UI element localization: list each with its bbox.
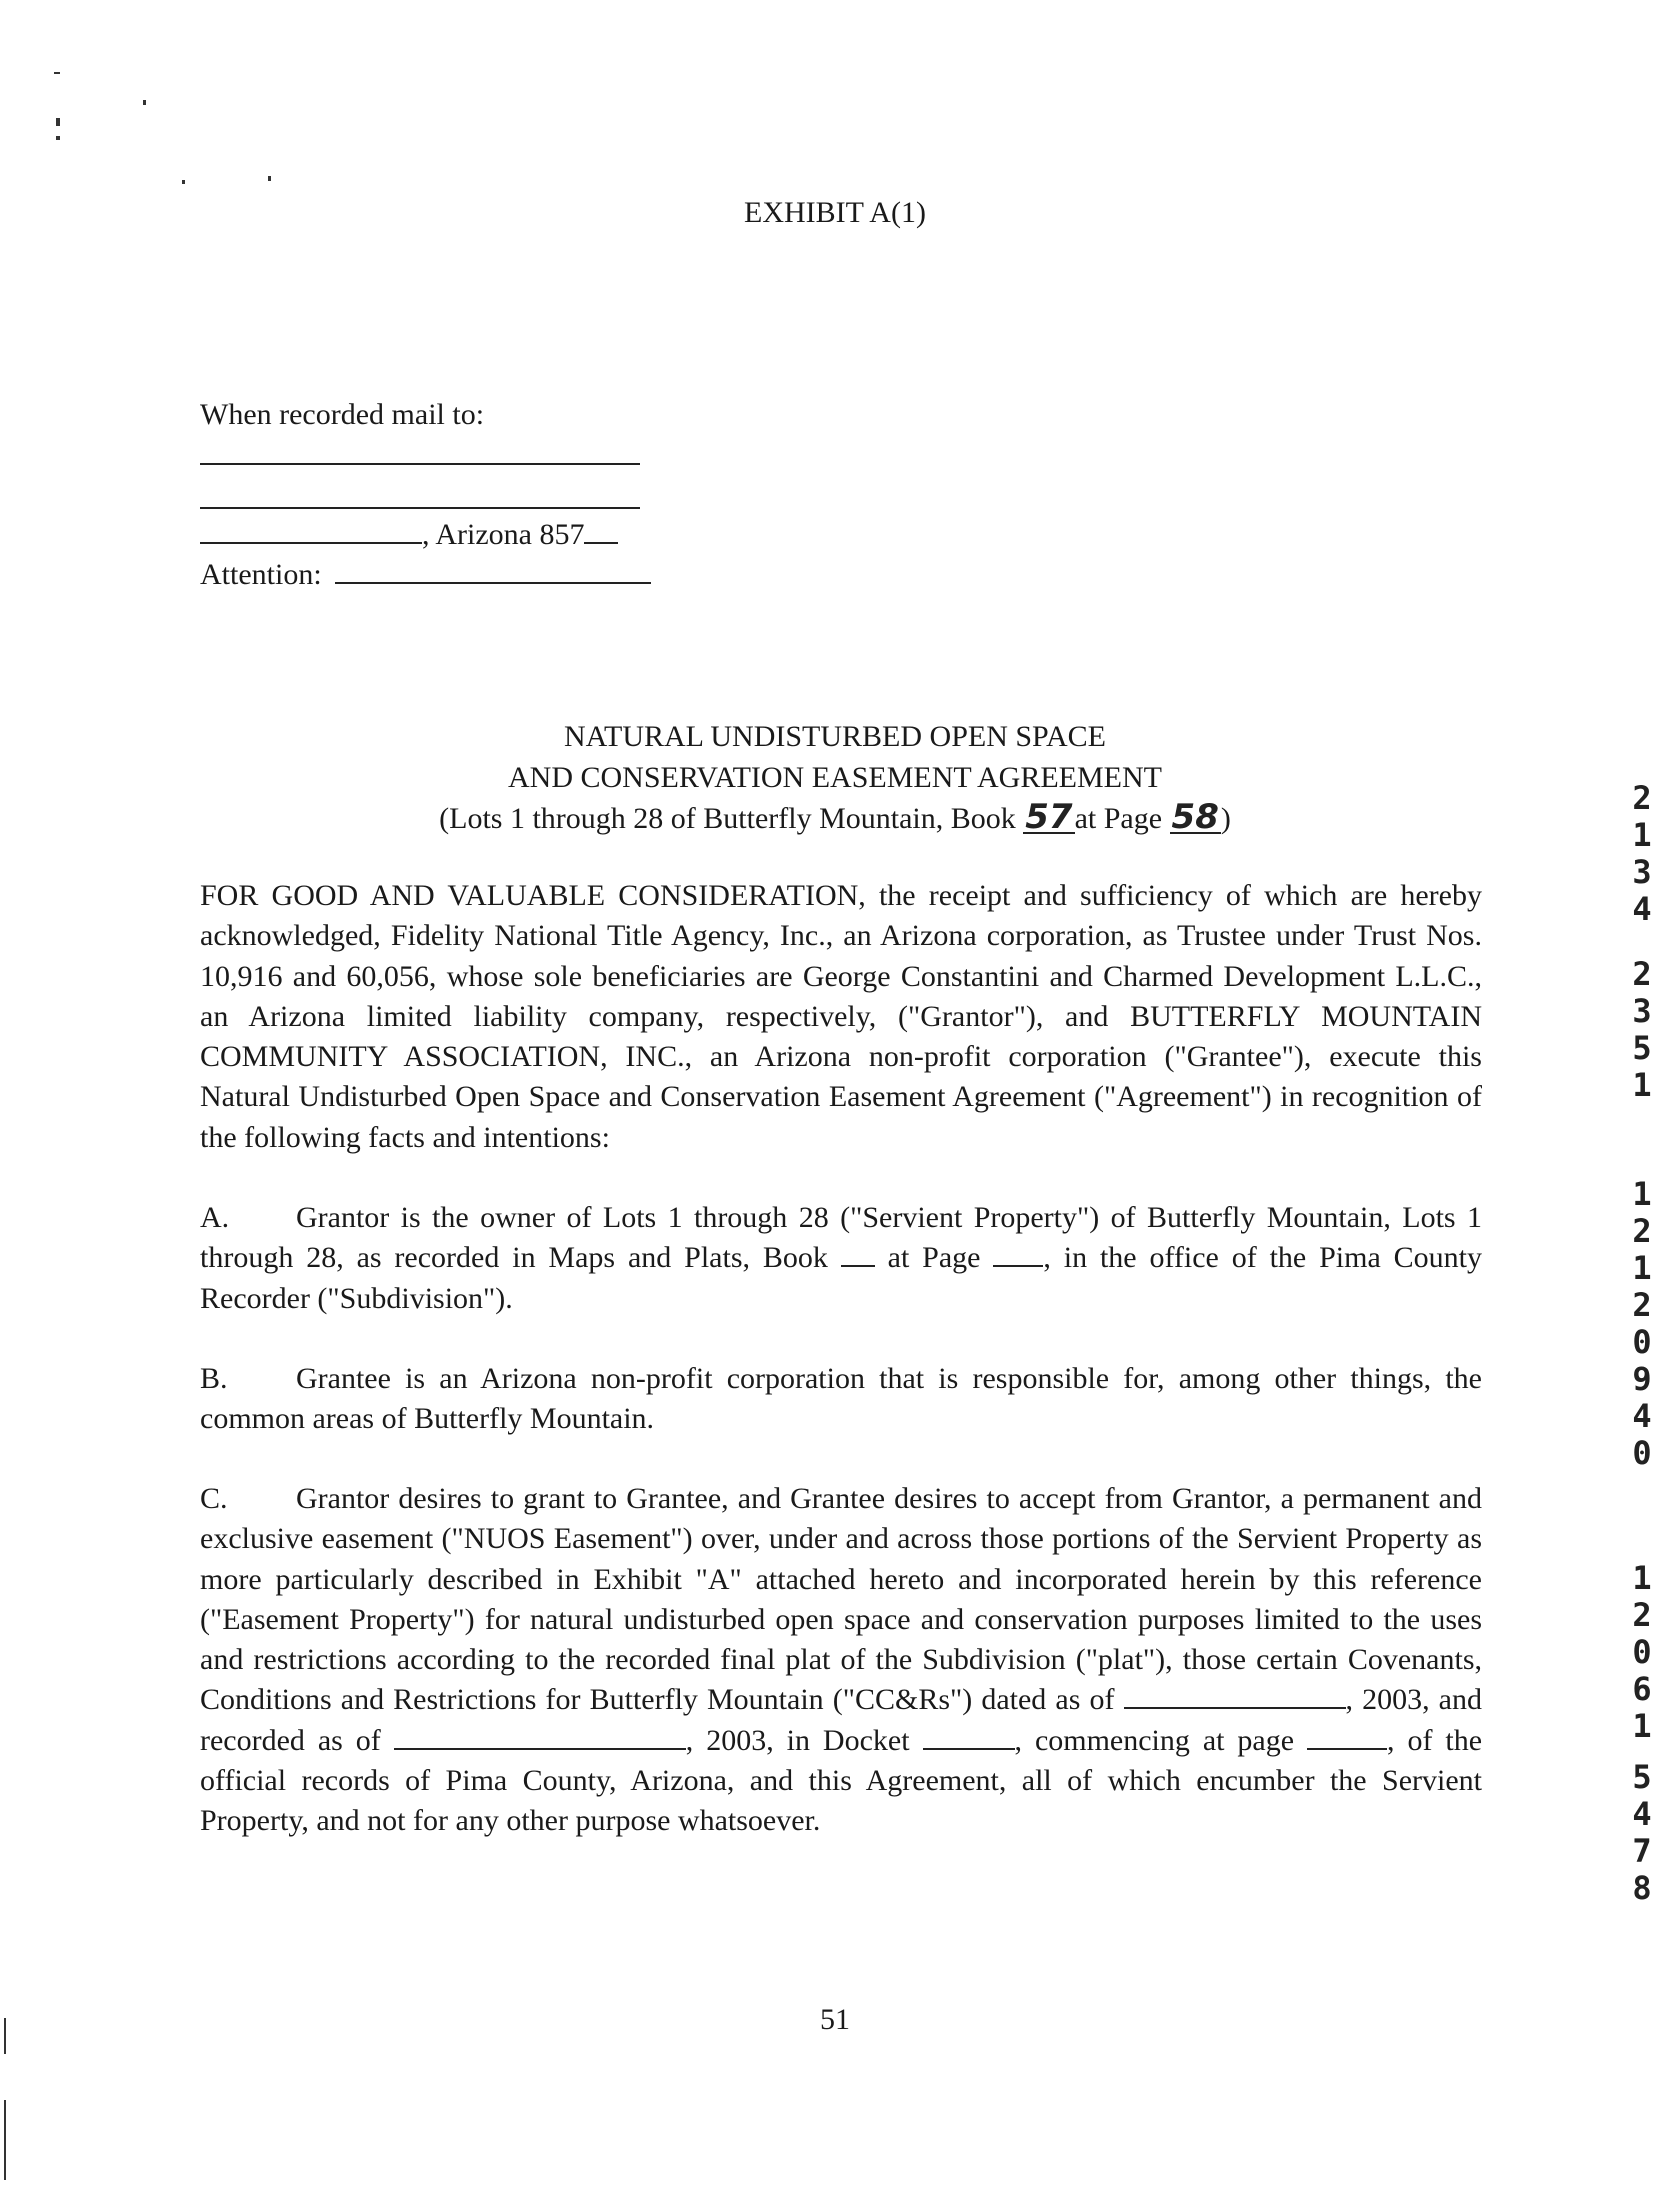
title-line3-prefix: (Lots 1 through 28 of Butterfly Mountain, Book (439, 802, 1024, 835)
stamp-digit: 6 (1632, 1670, 1652, 1708)
page-number: 51 (820, 2003, 850, 2036)
stamp-digit: 1 (1632, 1066, 1652, 1104)
recording-stamp-bottom (1622, 1560, 1662, 1907)
recital-c-text-2: , 2003, and recorded as of (200, 1683, 1482, 1757)
handwritten-page-number: 58 (1171, 797, 1219, 837)
recorded-date-blank (394, 1726, 686, 1750)
stamp-gap (1622, 1745, 1662, 1759)
agreement-title-line-1: NATURAL UNDISTURBED OPEN SPACE (563, 720, 1106, 753)
stamp-digit: 1 (1632, 1249, 1652, 1287)
stamp-digit: 2 (1632, 779, 1652, 817)
stamp-digit: 1 (1632, 1559, 1652, 1597)
scan-mark (56, 136, 60, 140)
scan-mark (268, 176, 271, 181)
recital-c (200, 1479, 1482, 1842)
recital-c-text-3: , 2003, in Docket (685, 1723, 910, 1757)
recital-b-text: Grantee is an Arizona non-profit corporation that is responsible for, among other things, the common areas of Butterfly Mountain. (200, 1362, 1482, 1436)
stamp-digit: 9 (1632, 1360, 1652, 1398)
scan-mark (182, 180, 185, 184)
scan-mark (4, 2018, 6, 2054)
stamp-digit: 0 (1632, 1633, 1652, 1671)
stamp-digit: 5 (1632, 1029, 1652, 1067)
scan-mark (4, 2100, 6, 2180)
attention-label: Attention: (200, 558, 322, 591)
handwritten-book-number: 57 (1025, 797, 1073, 837)
scan-mark (54, 72, 60, 74)
stamp-digit: 0 (1632, 1434, 1652, 1472)
recital-c-label: C. (200, 1482, 228, 1515)
recital-a-label: A. (200, 1201, 230, 1234)
recital-a-text-1: Grantor is the owner of Lots 1 through 28 ("Servient Property") of Butterfly Mountain, Lots 1 through 28, as recorded in Maps and Plats, Book (200, 1201, 1482, 1275)
start-page-blank (1307, 1726, 1387, 1750)
attention-row (200, 558, 651, 592)
stamp-digit: 2 (1632, 955, 1652, 993)
zip-blank (584, 518, 618, 544)
stamp-digit: 3 (1632, 992, 1652, 1030)
docket-blank (923, 1726, 1015, 1750)
recital-c-text-4: , commencing at page (1014, 1723, 1295, 1757)
scan-mark (56, 118, 60, 126)
intro-paragraph: FOR GOOD AND VALUABLE CONSIDERATION, the receipt and sufficiency of which are hereby acknowledged, Fidelity National Title Agency, Inc., an Arizona corporation, as Trustee under Trust Nos. 10,916 and 60,056, whose sole beneficiaries are George Constantini and Charmed Development L.L.C., an Arizona limited liability company, respectively, ("Grantor"), and BUTTERFLY MOUNTAIN COMMUNITY ASSOCIATION, INC., an Arizona non-profit corporation ("Grantee"), execute this Natural Undisturbed Open Space and Conservation Easement Agreement ("Agreement") in recognition of the following facts and intentions: (200, 879, 1482, 1154)
recording-stamp-top (1622, 780, 1662, 1104)
stamp-digit: 4 (1632, 890, 1652, 928)
page-blank (993, 1243, 1043, 1267)
recital-b (200, 1359, 1482, 1440)
stamp-gap (1622, 928, 1662, 956)
stamp-digit: 3 (1632, 853, 1652, 891)
stamp-digit: 1 (1632, 1175, 1652, 1213)
stamp-digit: 5 (1632, 1758, 1652, 1796)
recital-a (200, 1198, 1482, 1319)
mail-to-label: When recorded mail to: (200, 398, 485, 431)
recording-stamp-middle (1622, 1176, 1662, 1472)
stamp-digit: 7 (1632, 1832, 1652, 1870)
recital-c-text-1: Grantor desires to grant to Grantee, and Grantee desires to accept from Grantor, a permanent and exclusive easement ("NUOS Easement") over, under and across those portions of the Servient Property as more particularly described in Exhibit "A" attached hereto and incorporated herein by this reference ("Easement Property") for natural undisturbed open space and conservation purposes limited to the uses and restrictions according to the recorded final plat of the Subdivision ("plat"), those certain Covenants, Conditions and Restrictions for Butterfly Mountain ("CC&Rs") dated as of (200, 1482, 1482, 1717)
city-suffix: , Arizona 857 (422, 518, 585, 551)
agreement-title-line-3 (0, 798, 1670, 839)
book-blank (841, 1243, 875, 1267)
city-blank (200, 518, 422, 544)
recital-c-text-5: , of the official records of Pima County, Arizona, and this Agreement, all of which encumber the Servient Property, and not for any other purpose whatsoever. (200, 1723, 1483, 1838)
stamp-digit: 2 (1632, 1212, 1652, 1250)
title-line3-middle: at Page (1074, 802, 1170, 835)
stamp-digit: 0 (1632, 1323, 1652, 1361)
stamp-digit: 2 (1632, 1286, 1652, 1324)
city-row (200, 518, 618, 552)
title-line3-suffix: ) (1220, 802, 1231, 835)
stamp-digit: 8 (1632, 1869, 1652, 1907)
address-line-2 (200, 507, 640, 509)
recital-b-label: B. (200, 1362, 228, 1395)
stamp-digit: 4 (1632, 1397, 1652, 1435)
recital-a-text-3: , in the office of the Pima County Recorder ("Subdivision"). (200, 1241, 1483, 1315)
exhibit-title: EXHIBIT A(1) (744, 196, 926, 229)
scan-mark (143, 100, 146, 105)
recital-a-text-2: at Page (887, 1241, 981, 1275)
agreement-title-line-2: AND CONSERVATION EASEMENT AGREEMENT (507, 761, 1162, 794)
ccrs-date-blank (1124, 1685, 1346, 1709)
attention-blank (335, 558, 651, 584)
stamp-digit: 1 (1632, 1707, 1652, 1745)
stamp-digit: 4 (1632, 1795, 1652, 1833)
stamp-digit: 2 (1632, 1596, 1652, 1634)
stamp-digit: 1 (1632, 816, 1652, 854)
address-line-1 (200, 463, 640, 465)
